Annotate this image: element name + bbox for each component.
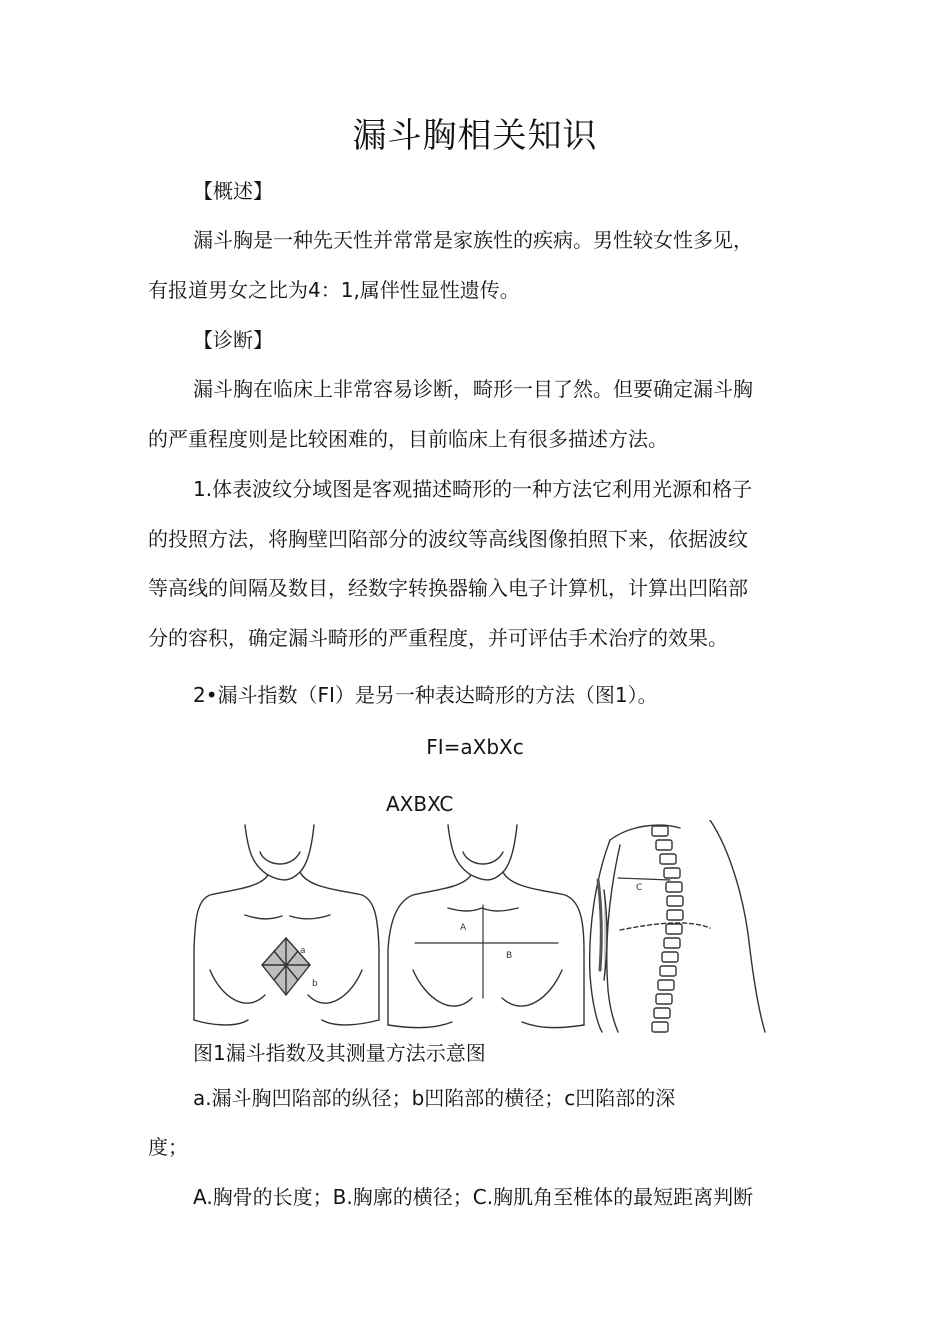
paragraph-line: 分的容积，确定漏斗畸形的严重程度，并可评估手术治疗的效果。	[148, 626, 728, 650]
torso-front-measure-drawing	[388, 825, 584, 1028]
torso-front-depression-drawing	[194, 825, 379, 1025]
paragraph-line: 等高线的间隔及数目，经数字转换器输入电子计算机，计算出凹陷部	[148, 576, 748, 600]
figure-label: B	[506, 951, 513, 961]
figure-caption: 图1漏斗指数及其测量方法示意图	[193, 1041, 486, 1065]
paragraph-line: a.漏斗胸凹陷部的纵径；b凹陷部的横径；c凹陷部的深	[193, 1086, 676, 1110]
paragraph-line: 的投照方法，将胸壁凹陷部分的波纹等高线图像拍照下来，依据波纹	[148, 527, 748, 551]
overview-heading: 【概述】	[193, 179, 273, 203]
paragraph-line: 度；	[148, 1135, 188, 1159]
figure-label: A	[460, 923, 467, 933]
paragraph-line: 的严重程度则是比较困难的，目前临床上有很多描述方法。	[148, 427, 668, 451]
figure-label: C	[636, 883, 643, 893]
figure-label: a	[300, 946, 306, 956]
paragraph-line: 漏斗胸是一种先天性并常常是家族性的疾病。男性较女性多见，	[193, 228, 753, 252]
figure-illustration	[190, 820, 780, 1038]
formula-numerator: FI=aXbXc	[426, 735, 524, 759]
diagnosis-heading: 【诊断】	[193, 328, 273, 352]
figure-label: b	[312, 979, 318, 989]
torso-lateral-drawing	[590, 820, 765, 1032]
paragraph-line: 2•漏斗指数（FI）是另一种表达畸形的方法（图1）。	[193, 683, 658, 707]
paragraph-line: 1.体表波纹分域图是客观描述畸形的一种方法它利用光源和格子	[193, 477, 753, 501]
paragraph-line: A.胸骨的长度；B.胸廓的横径；C.胸肌角至椎体的最短距离判断	[193, 1185, 754, 1209]
paragraph-line: 有报道男女之比为4：1,属伴性显性遗传。	[148, 278, 520, 302]
page-title: 漏斗胸相关知识	[352, 116, 598, 156]
paragraph-line: 漏斗胸在临床上非常容易诊断，畸形一目了然。但要确定漏斗胸	[193, 377, 753, 401]
funnel-index-figure	[190, 820, 780, 1038]
formula-denominator: AXBXC	[386, 792, 454, 816]
